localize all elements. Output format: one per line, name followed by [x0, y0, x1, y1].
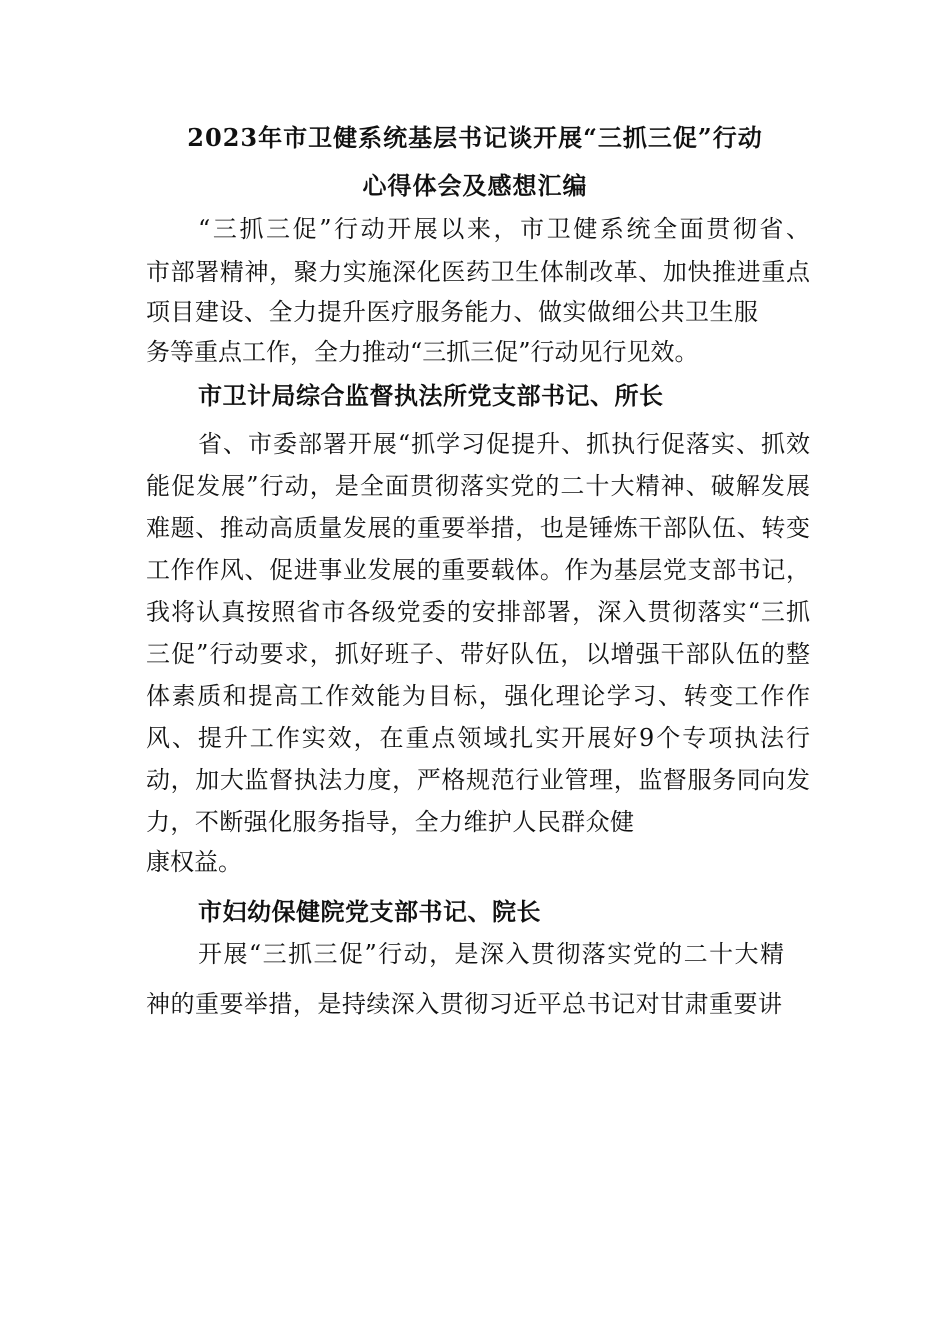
- section-1-line-10: 力，不断强化服务指导，全力维护人民群众健: [146, 808, 634, 836]
- section-1-line-4: 工作作风、促进事业发展的重要载体。作为基层党支部书记，: [146, 556, 810, 584]
- section-2-line-2: 神的重要举措，是持续深入贯彻习近平总书记对甘肃重要讲: [146, 990, 782, 1018]
- intro-line-3: 项目建设、全力提升医疗服务能力、做实做细公共卫生服: [146, 298, 758, 326]
- section-1-line-5: 我将认真按照省市各级党委的安排部署，深入贯彻落实“三抓: [146, 598, 810, 626]
- section-1-line-8: 风、提升工作实效，在重点领域扎实开展好9个专项执法行: [146, 724, 810, 752]
- section-heading-2: 市妇幼保健院党支部书记、院长: [198, 897, 541, 926]
- intro-line-4: 务等重点工作，全力推动“三抓三促”行动见行见效。: [146, 338, 699, 366]
- section-2-line-1: 开展“三抓三促”行动，是深入贯彻落实党的二十大精: [198, 940, 784, 968]
- section-1-line-11: 康权益。: [146, 848, 242, 876]
- section-1-line-1: 省、市委部署开展“抓学习促提升、抓执行促落实、抓效: [198, 430, 810, 458]
- section-1-line-9: 动，加大监督执法力度，严格规范行业管理，监督服务同向发: [146, 766, 810, 794]
- section-1-line-7: 体素质和提高工作效能为目标，强化理论学习、转变工作作: [146, 682, 810, 710]
- intro-line-2: 市部署精神，聚力实施深化医药卫生体制改革、加快推进重点: [146, 258, 810, 286]
- document-title-line-2: 心得体会及感想汇编: [362, 171, 588, 200]
- section-1-line-3: 难题、推动高质量发展的重要举措，也是锤炼干部队伍、转变: [146, 514, 810, 542]
- section-heading-1: 市卫计局综合监督执法所党支部书记、所长: [198, 381, 664, 410]
- document-title-line-1: 2023年市卫健系统基层书记谈开展“三抓三促”行动: [187, 123, 763, 152]
- section-1-line-6: 三促”行动要求，抓好班子、带好队伍，以增强干部队伍的整: [146, 640, 810, 668]
- section-1-line-2: 能促发展”行动，是全面贯彻落实党的二十大精神、破解发展: [146, 472, 810, 500]
- intro-line-1: “三抓三促”行动开展以来，市卫健系统全面贯彻省、: [198, 215, 810, 243]
